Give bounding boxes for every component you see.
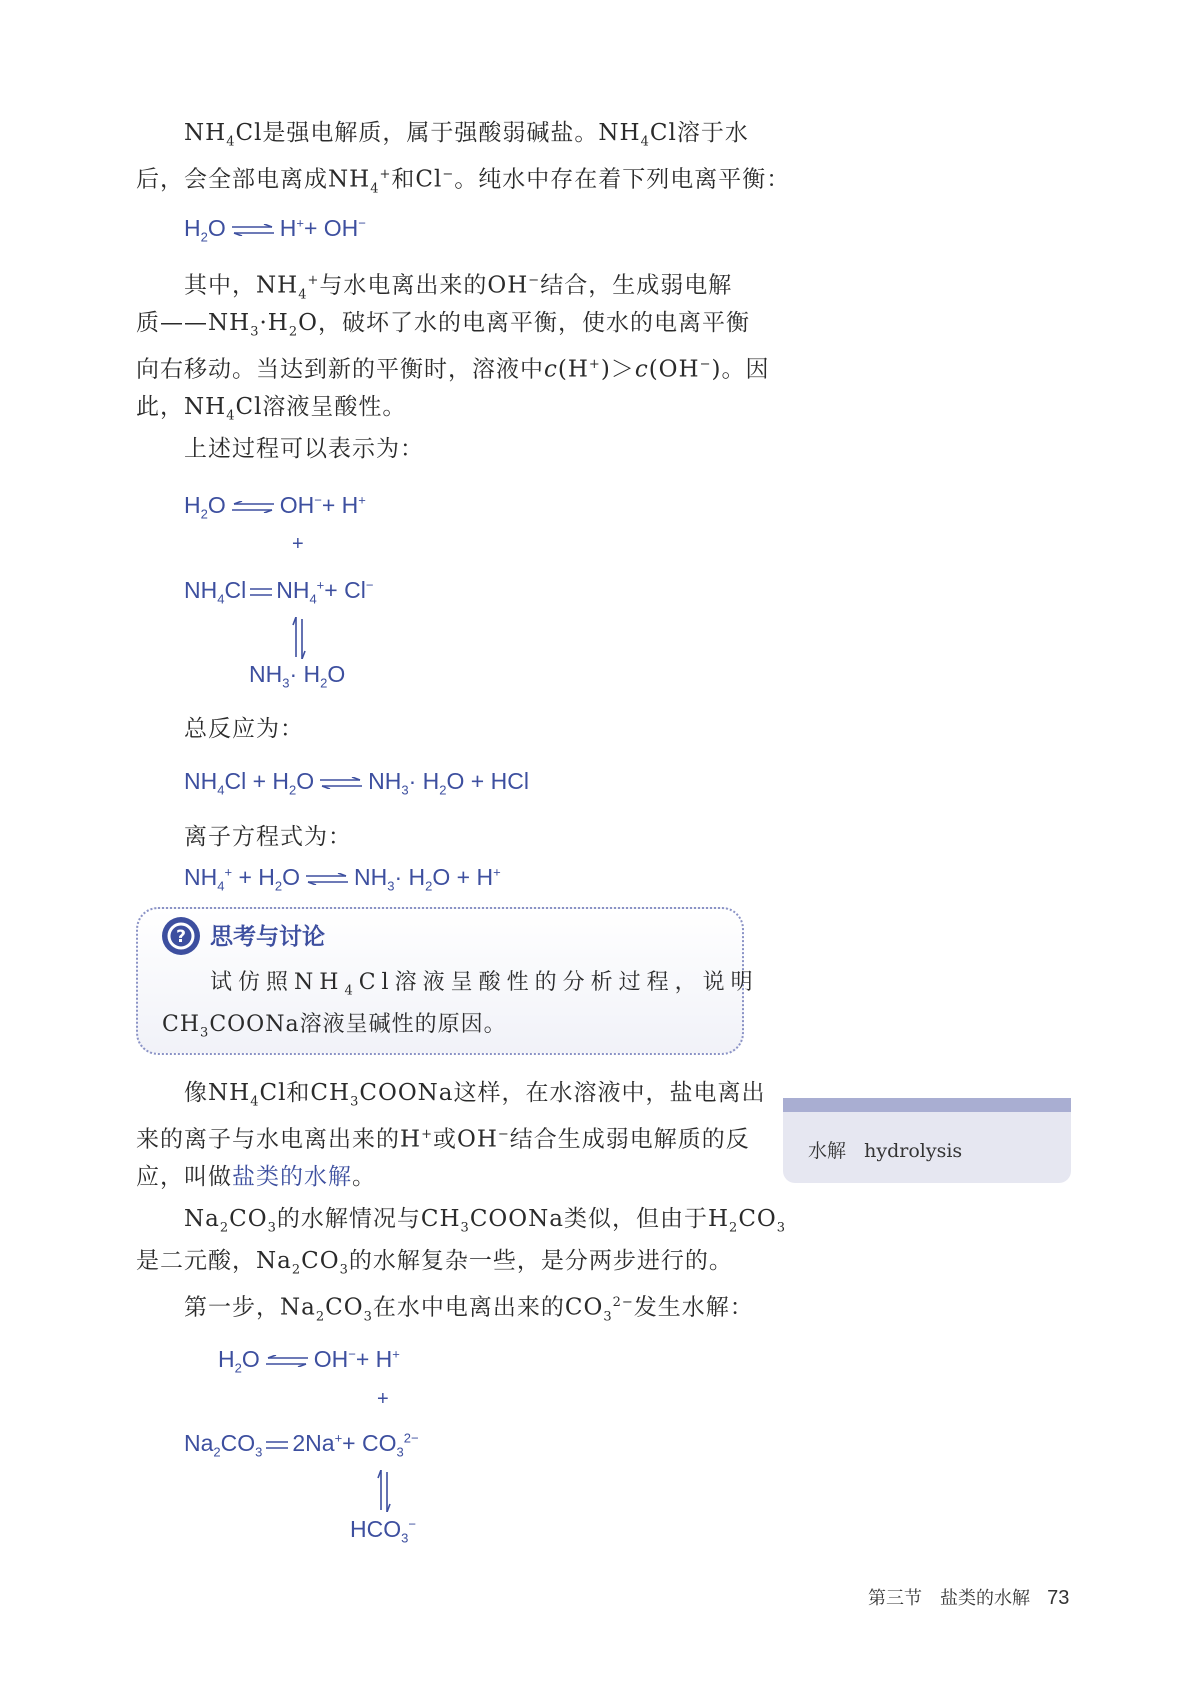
para2-line4: 此，$NH_4Cl$溶液呈酸性。 (136, 394, 407, 424)
glossary-en: hydrolysis (864, 1140, 963, 1162)
vertical-equilibrium-arrow-icon (292, 617, 306, 659)
think-discuss-title: 思考与讨论 (210, 924, 325, 950)
para1-line1: $NH_4Cl$是强电解质，属于强酸弱碱盐。$NH_4Cl$溶于水 (184, 120, 749, 150)
scheme2-product: $HCO_3^-$ (350, 1516, 416, 1546)
scheme2-plus: + (377, 1388, 389, 1410)
equilibrium-arrow-icon (232, 501, 274, 513)
para4-line3: 第一步，$Na_2CO_3$在水中电离出来的$CO_3^{2-}$发生水解： (184, 1294, 754, 1325)
para2-line5: 上述过程可以表示为： (184, 436, 424, 462)
scheme2-salt-row: $Na_2CO_3$ $2Na^++ CO_3^{2-}$ (184, 1430, 419, 1460)
think-body-line2: $CH_3COONa$溶液呈碱性的原因。 (162, 1012, 507, 1041)
overall-label: 总反应为： (184, 716, 304, 742)
scheme1-product: $NH_3\cdot H_2O$ (249, 661, 346, 691)
scheme1-water-row: $H_2O$ OH−+ H+ (184, 492, 366, 522)
glossary-entry (808, 1136, 962, 1163)
para4-line1: $Na_2CO_3$的水解情况与$CH_3COONa$类似，但由于$H_2CO_3$ (184, 1206, 787, 1236)
vertical-equilibrium-arrow-icon (377, 1470, 391, 1512)
para2-line1: 其中，$NH_4^+$与水电离出来的OH−结合，生成弱电解 (184, 272, 733, 303)
ionic-equation: $NH_4^+ + H_2O$ $NH_3\cdot H_2O + H^+$ (184, 864, 501, 894)
scheme1-salt-row: $NH_4Cl$ $NH_4^++ Cl^-$ (184, 577, 374, 607)
glossary-card-bar (783, 1098, 1071, 1112)
para4-line2: 是二元酸，$Na_2CO_3$的水解复杂一些，是分两步进行的。 (136, 1248, 733, 1278)
equals-sign-icon (266, 1440, 288, 1450)
water-ionization-equation: $H_2O$ H++ OH− (184, 215, 366, 245)
equals-sign-icon (250, 587, 272, 597)
overall-equation: $NH_4Cl + H_2O$ $NH_3\cdot H_2O$ + HCl (184, 768, 529, 798)
think-body-line1: 试仿照$NH_4Cl$溶液呈酸性的分析过程，说明 (210, 970, 759, 999)
para3-line1: 像$NH_4Cl$和$CH_3COONa$这样，在水溶液中，盐电离出 (184, 1080, 766, 1110)
equilibrium-arrow-icon (266, 1355, 308, 1367)
page-footer (868, 1584, 1069, 1610)
para2-line2: 质$——NH_3\cdot H_2O$，破坏了水的电离平衡，使水的电离平衡 (136, 310, 750, 340)
footer-section: 第三节 盐类的水解 (868, 1588, 1030, 1609)
para3-line3: 应，叫做盐类的水解。 (136, 1164, 376, 1190)
equilibrium-arrow-icon (320, 777, 362, 789)
key-term-salt-hydrolysis: 盐类的水解 (232, 1164, 352, 1190)
page-number: 73 (1047, 1587, 1070, 1609)
question-bubble-icon (162, 917, 200, 955)
para3-line2: 来的离子与水电离出来的H+或OH−结合生成弱电解质的反 (136, 1126, 750, 1153)
para1-line2: 后，会全部电离成$NH_4^+$和Cl−。纯水中存在着下列电离平衡： (136, 166, 791, 197)
ionic-label: 离子方程式为： (184, 824, 352, 850)
para2-line3: 向右移动。当达到新的平衡时，溶液中c(H+)＞c(OH−)。因 (136, 356, 770, 383)
glossary-zh: 水解 (808, 1140, 847, 1162)
equilibrium-arrow-icon (232, 224, 274, 236)
svg-text:?: ? (176, 927, 186, 947)
scheme1-plus: + (292, 533, 304, 555)
scheme2-water-row: $H_2O$ OH−+ H+ (218, 1346, 400, 1376)
equilibrium-arrow-icon (306, 873, 348, 885)
